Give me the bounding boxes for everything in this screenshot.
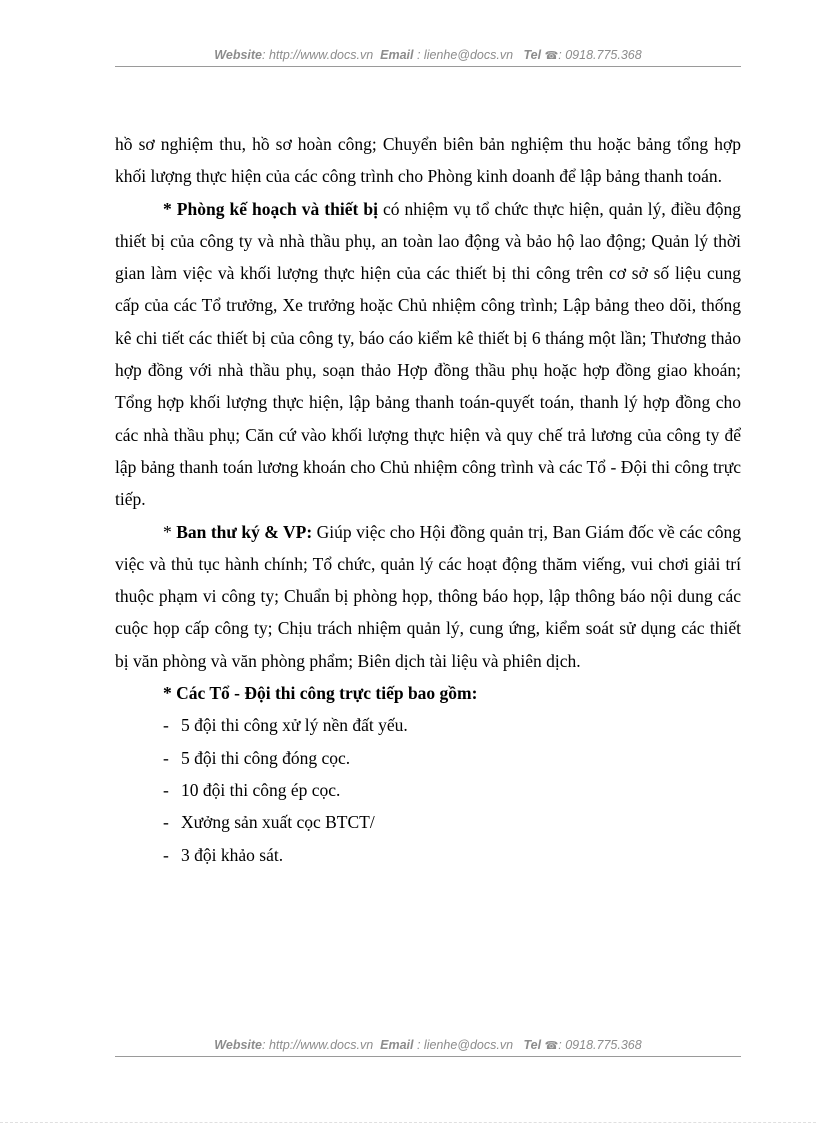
secretariat-star: * <box>163 521 177 542</box>
footer-website-label: Website <box>214 1038 262 1052</box>
footer-email-label: Email <box>380 1038 414 1052</box>
footer-website-value: : http://www.docs.vn <box>262 1038 374 1052</box>
secretariat-title: Ban thư ký & VP: <box>176 521 313 542</box>
list-item: - 10 đội thi công ép cọc. <box>163 779 341 800</box>
header-email-value: : lienhe@docs.vn <box>416 48 514 62</box>
telephone-icon: ☎ <box>544 50 559 62</box>
header-tel-label: Tel <box>523 48 542 62</box>
paragraph-planning-dept <box>115 193 741 516</box>
paragraph-secretariat <box>115 516 741 677</box>
header-tel-value: : 0918.775.368 <box>558 48 642 62</box>
document-body <box>115 128 741 871</box>
secretariat-text: Giúp việc cho Hội đồng quản trị, Ban Giám đốc về các công việc và thủ tục hành chính; Tổ chức, quản lý các hoạt động thăm viếng, vui chơi giải trí thuộc phạm vi công ty; Chuẩn bị phòng họp, thông báo họp, lập thông báo nội dung các cuộc họp cấp công ty; Chịu trách nhiệm quản lý, cung ứng, kiểm soát sử dụng các thiết bị văn phòng và văn phòng phẩm; Biên dịch tài liệu và phiên dịch. <box>115 521 742 671</box>
paragraph-intro: hồ sơ nghiệm thu, hồ sơ hoàn công; Chuyển biên bản nghiệm thu hoặc bảng tổng hợp khối lượng thực hiện của các công trình cho Phòng kinh doanh để lập bảng thanh toán. <box>115 134 741 187</box>
header-website-value: : http://www.docs.vn <box>262 48 374 62</box>
page-footer <box>115 1038 741 1052</box>
footer-tel-value: : 0918.775.368 <box>558 1038 642 1052</box>
list-item: - 3 đội khảo sát. <box>163 844 284 865</box>
list-heading: * Các Tổ - Đội thi công trực tiếp bao gồm: <box>163 683 478 704</box>
planning-dept-text: có nhiệm vụ tổ chức thực hiện, quản lý, điều động thiết bị của công ty và nhà thầu phụ, an toàn lao động và bảo hộ lao động; Quản lý thời gian làm việc và khối lượng thực hiện của các thiết bị thi công trên cơ sở số liệu cung cấp của các Tổ trưởng, Xe trưởng hoặc Chủ nhiệm công trình; Lập bảng theo dõi, thống kê chi tiết các thiết bị của công ty, báo cáo kiểm kê thiết bị 6 tháng một lần; Thương thảo hợp đồng với nhà thầu phụ, soạn thảo Hợp đồng thầu phụ hoặc hợp đồng giao khoán; Tổng hợp khối lượng thực hiện, lập bảng thanh toán-quyết toán, thanh lý hợp đồng cho các nhà thầu phụ; Căn cứ vào khối lượng thực hiện và quy chế trả lương của công ty để lập bảng thanh toán lương khoán cho Chủ nhiệm công trình và các Tổ - Đội thi công trực tiếp. <box>115 198 741 510</box>
footer-email-value: : lienhe@docs.vn <box>416 1038 514 1052</box>
planning-dept-title: * Phòng kế hoạch và thiết bị <box>163 198 378 219</box>
list-item: - 5 đội thi công xử lý nền đất yếu. <box>163 715 408 736</box>
footer-rule <box>115 1056 741 1057</box>
list-item: - 5 đội thi công đóng cọc. <box>163 747 351 768</box>
header-website-label: Website <box>214 48 262 62</box>
telephone-icon: ☎ <box>544 1040 559 1052</box>
footer-tel-label: Tel <box>523 1038 542 1052</box>
header-rule <box>115 66 741 67</box>
list-item: - Xưởng sản xuất cọc BTCT/ <box>163 812 375 833</box>
page-header <box>115 48 741 62</box>
header-email-label: Email <box>380 48 414 62</box>
